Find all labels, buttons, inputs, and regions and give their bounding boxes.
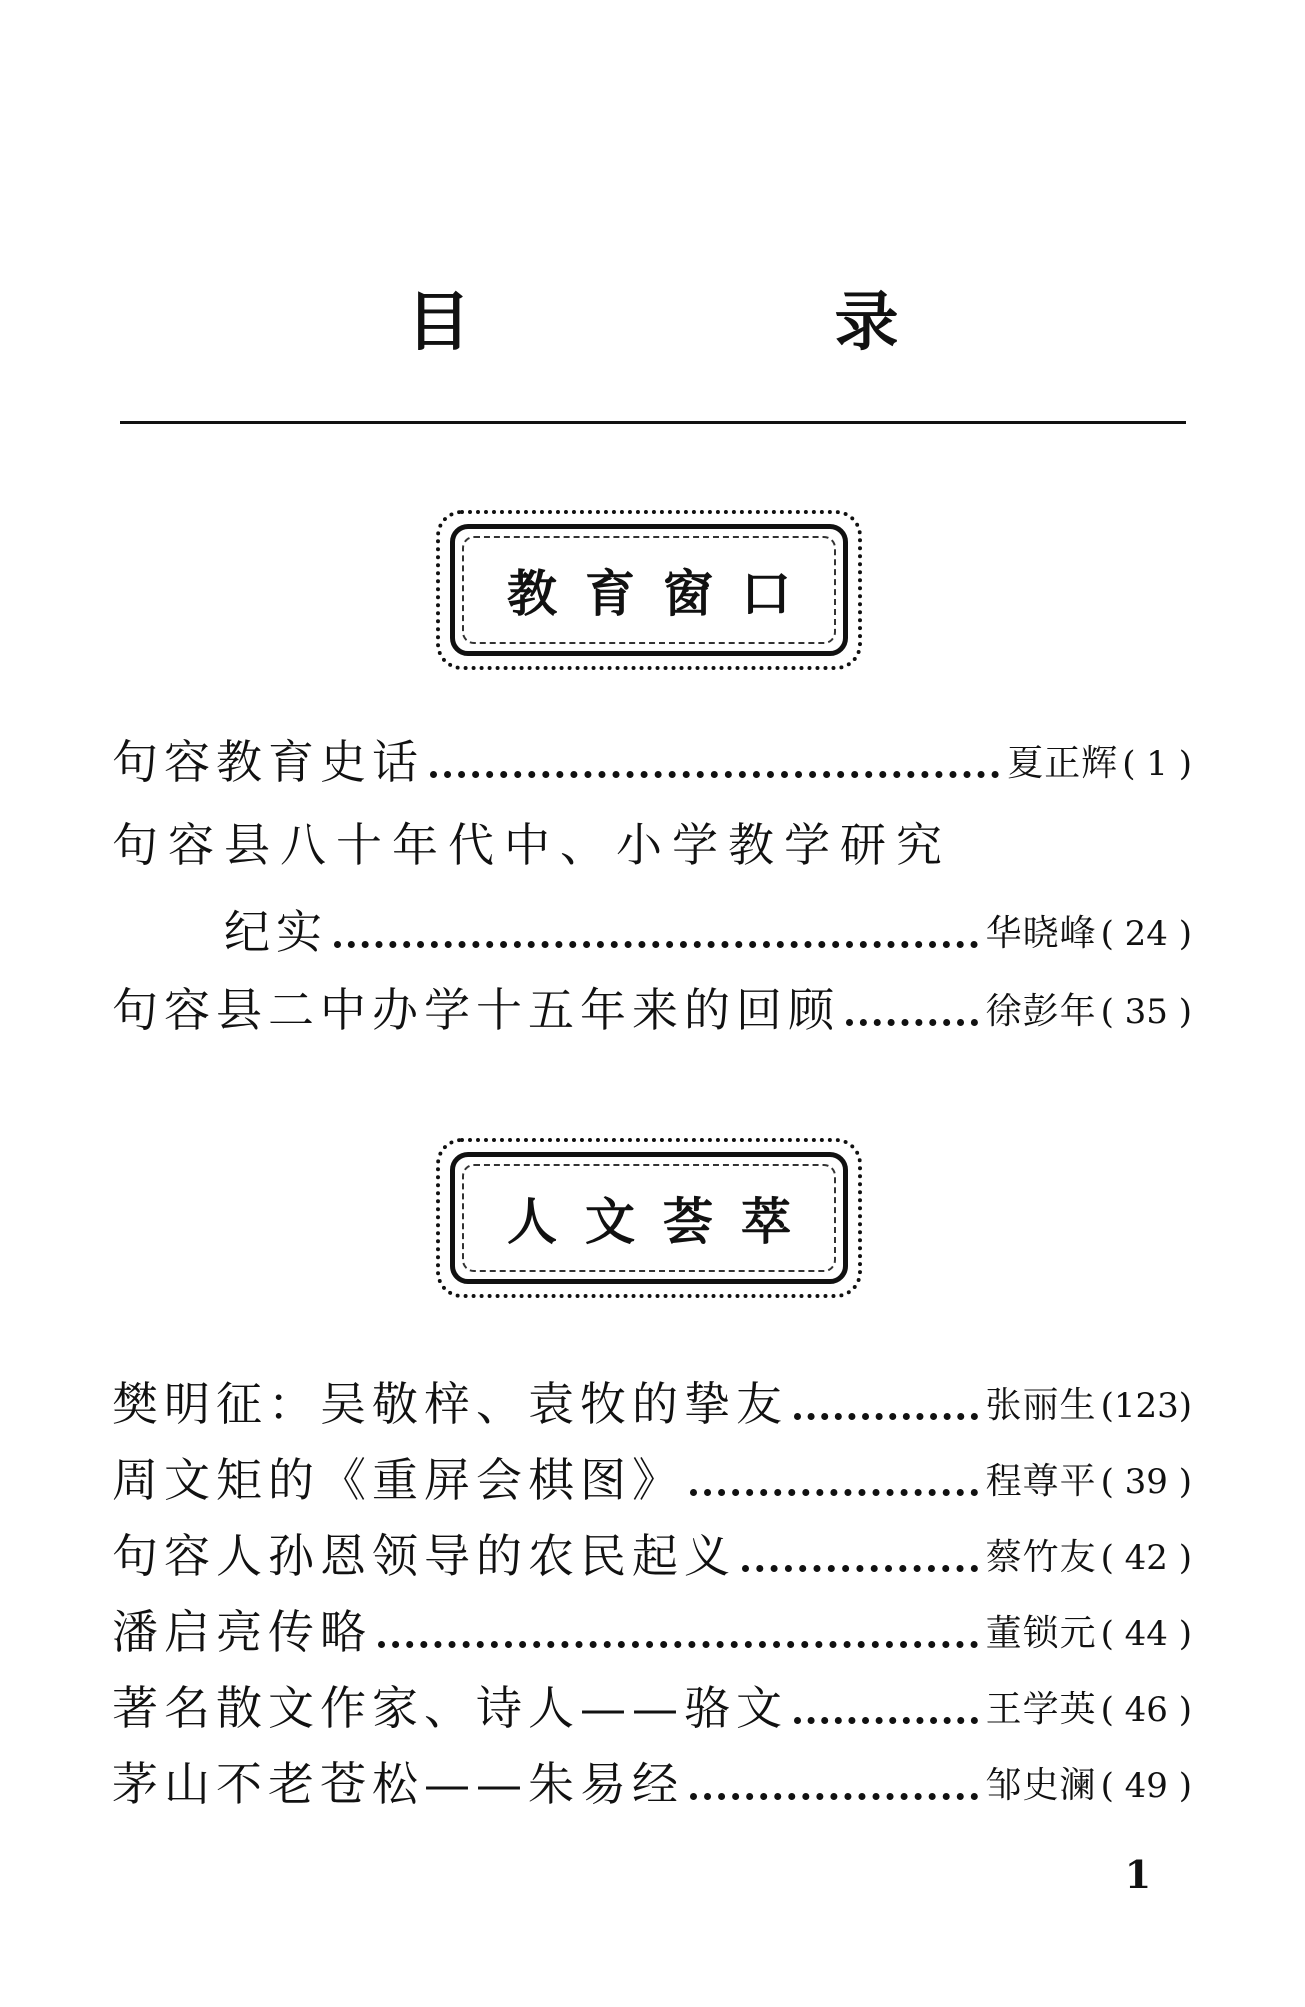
entry-page: ( 39 ) xyxy=(1100,1462,1192,1502)
entry-page: ( 24 ) xyxy=(1100,914,1192,954)
section-banner-education xyxy=(436,510,862,670)
entry-page: (123) xyxy=(1100,1386,1192,1426)
toc-entry xyxy=(112,1364,1192,1434)
entry-title: 纪实 xyxy=(224,905,328,959)
entry-author: 张丽生 xyxy=(985,1385,1097,1426)
entry-title: 句容县二中办学十五年来的回顾 xyxy=(112,983,840,1037)
toc-entry xyxy=(112,1516,1192,1586)
entry-author: 王学英 xyxy=(985,1689,1097,1730)
entry-page: ( 1 ) xyxy=(1122,744,1192,784)
toc-entry xyxy=(112,722,1192,792)
leader-dots xyxy=(430,771,999,778)
entry-title-line1: 句容县八十年代中、小学教学研究 xyxy=(112,818,952,872)
toc-entry xyxy=(112,1744,1192,1814)
entry-author: 徐彭年 xyxy=(985,991,1097,1032)
entry-title: 樊明征：吴敬梓、袁牧的挚友 xyxy=(112,1377,788,1431)
page-number: 1 xyxy=(1124,1852,1152,1897)
leader-dots xyxy=(378,1641,978,1648)
title-rule xyxy=(120,421,1186,424)
toc-entry xyxy=(112,1440,1192,1510)
entry-title: 著名散文作家、诗人——骆文 xyxy=(112,1681,788,1735)
leader-dots xyxy=(742,1565,978,1572)
toc-entry xyxy=(224,892,1192,962)
toc-entry xyxy=(112,1668,1192,1738)
leader-dots xyxy=(334,941,978,948)
entry-title: 茅山不老苍松——朱易经 xyxy=(112,1757,684,1811)
entry-author: 蔡竹友 xyxy=(985,1537,1097,1578)
entry-page: ( 49 ) xyxy=(1100,1766,1192,1806)
leader-dots xyxy=(794,1413,978,1420)
entry-author: 华晓峰 xyxy=(985,913,1097,954)
entry-title: 句容教育史话 xyxy=(112,735,424,789)
entry-page: ( 46 ) xyxy=(1100,1690,1192,1730)
entry-title: 句容人孙恩领导的农民起义 xyxy=(112,1529,736,1583)
section-heading: 教育窗口 xyxy=(507,565,819,623)
leader-dots xyxy=(846,1019,978,1026)
entry-page: ( 35 ) xyxy=(1100,992,1192,1032)
entry-title: 周文矩的《重屏会棋图》 xyxy=(112,1453,684,1507)
leader-dots xyxy=(794,1717,978,1724)
leader-dots xyxy=(690,1793,978,1800)
entry-author: 夏正辉 xyxy=(1007,743,1119,784)
entry-title: 潘启亮传略 xyxy=(112,1605,372,1659)
entry-page: ( 44 ) xyxy=(1100,1614,1192,1654)
toc-entry xyxy=(112,970,1192,1040)
entry-author: 董锁元 xyxy=(985,1613,1097,1654)
leader-dots xyxy=(690,1489,978,1496)
section-heading: 人文荟萃 xyxy=(507,1193,819,1251)
toc-entry xyxy=(112,1592,1192,1662)
entry-author: 程尊平 xyxy=(985,1461,1097,1502)
entry-page: ( 42 ) xyxy=(1100,1538,1192,1578)
page-title: 目 录 xyxy=(406,286,1049,360)
section-banner-humanities xyxy=(436,1138,862,1298)
entry-author: 邹史澜 xyxy=(985,1765,1097,1806)
